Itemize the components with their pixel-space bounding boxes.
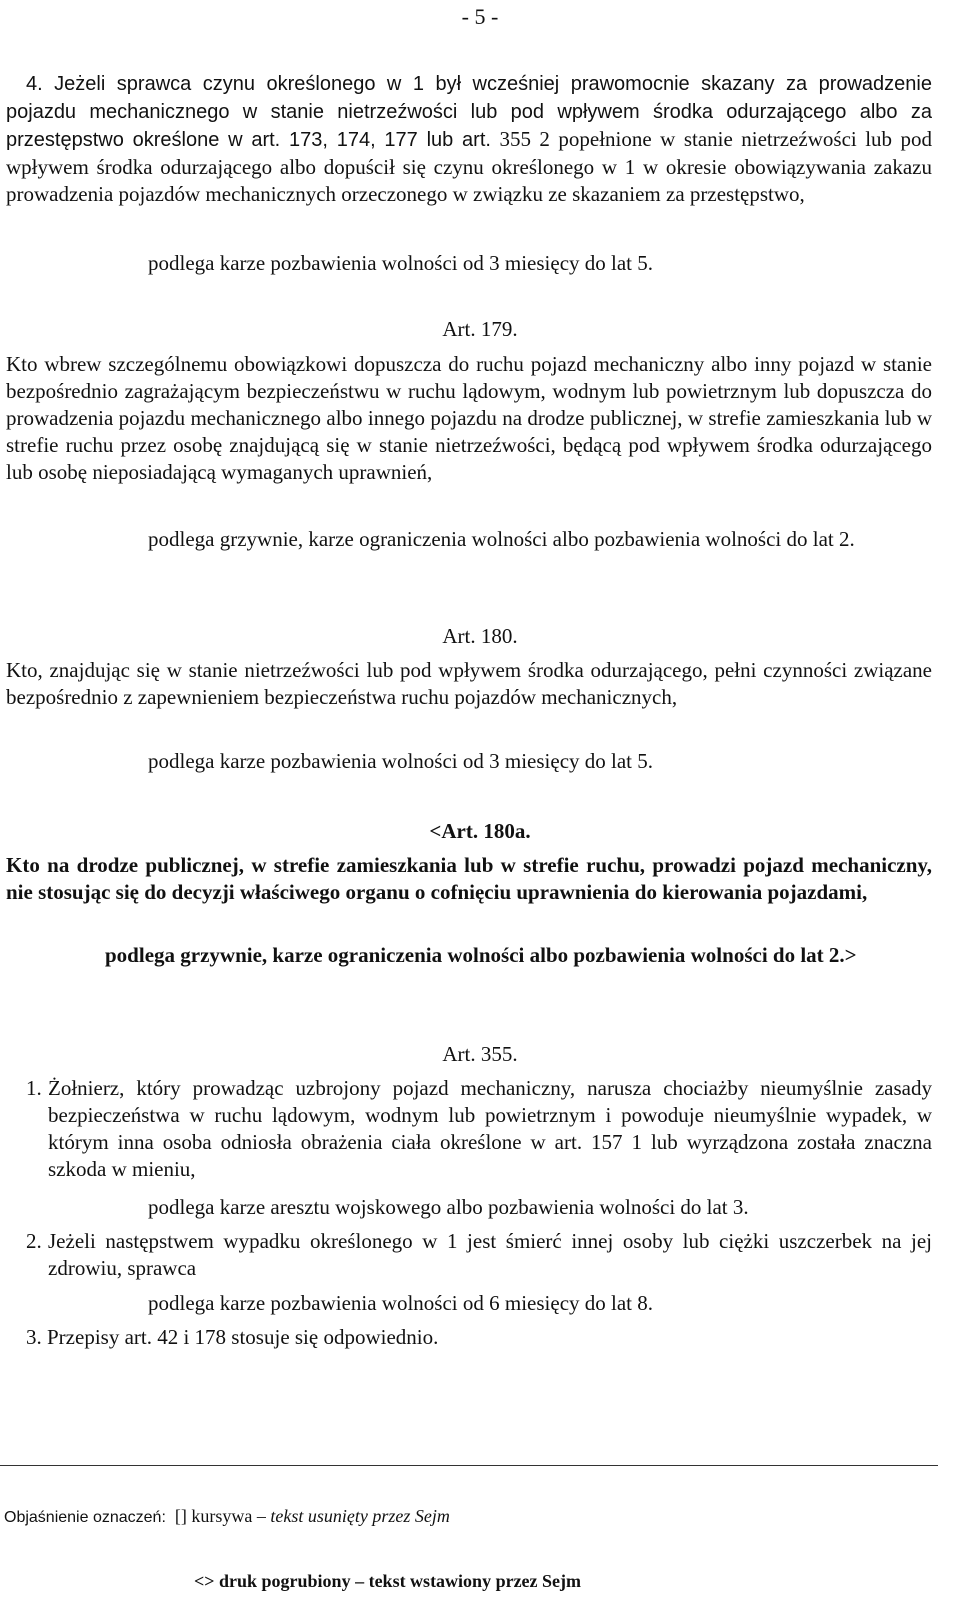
art-179-penalty: podlega grzywnie, karze ograniczenia wolności albo pozbawienia wolności do lat 2.	[148, 527, 855, 551]
art-355-heading: Art. 355.	[442, 1042, 518, 1066]
footnote-italic-meaning: tekst usunięty przez Sejm	[270, 1506, 450, 1526]
paragraph-4-penalty: podlega karze pozbawienia wolności od 3 miesięcy do lat 5.	[148, 251, 654, 275]
art-355-p2-penalty: podlega karze pozbawienia wolności od 6 miesięcy do lat 8.	[148, 1291, 654, 1315]
footnote-line-2: <> druk pogrubiony – tekst wstawiony przez Sejm	[194, 1571, 582, 1591]
art-179-body: Kto wbrew szczególnemu obowiązkowi dopuszcza do ruchu pojazd mechaniczny albo inny pojazd w stanie bezpośrednio zagrażającym bezpieczeństwu w ruchu lądowym, wodnym lub powietrznym lub dopuszcza do prowadzenia pojazdu mechanicznego albo innego pojazdu na drodze publicznej, w strefie zamieszkania lub w strefie ruchu przez osobę znajdującą się w stanie nietrzeźwości, będącą pod wpływem środka odurzającego lub osobę nieposiadającą wymaganych uprawnień,	[6, 352, 932, 484]
art-180a-body: Kto na drodze publicznej, w strefie zamieszkania lub w strefie ruchu, prowadzi pojazd mechaniczny, nie stosując się do decyzji właściwego organu o cofnięciu uprawnienia do kierowania pojazdami,	[6, 853, 932, 904]
art-180-penalty: podlega karze pozbawienia wolności od 3 miesięcy do lat 5.	[148, 749, 654, 773]
paragraph-4-lead: 4. Jeżeli sprawca czynu określonego w 1 był wcześniej prawomocnie skazany za prowadzenie pojazdu mechanicznego w stanie nietrzeźwości lub pod wpływem środka odurzającego albo za przestępstwo określone w art. 173, 174, 177 lub art.	[6, 73, 932, 151]
art-355-p2-num: 2.	[26, 1229, 42, 1253]
paragraph-4-rest: 355 2 popełnione w stanie nietrzeźwości lub pod wpływem środka odurzającego albo dopuścił się czynu określonego w 1 w okresie obowiązywania zakazu prowadzenia pojazdów mechanicznych orzeczonego w związku ze skazaniem za przestępstwo,	[6, 127, 933, 206]
paragraph-4	[6, 70, 932, 208]
page-number: - 5 -	[461, 4, 499, 29]
art-355-p3-num: 3.	[26, 1325, 42, 1349]
art-180-body: Kto, znajdując się w stanie nietrzeźwości lub pod wpływem środka odurzającego, pełni czynności związane bezpośrednio z zapewnieniem bezpieczeństwa ruchu pojazdów mechanicznych,	[6, 658, 932, 709]
art-355-p2-body: Jeżeli następstwem wypadku określonego w 1 jest śmierć innej osoby lub ciężki uszczerbek na jej zdrowiu, sprawca	[48, 1229, 932, 1280]
art-180-heading: Art. 180.	[442, 624, 518, 648]
footnote-italic-marker: [] kursywa –	[174, 1506, 266, 1526]
art-355-p1-body: Żołnierz, który prowadząc uzbrojony pojazd mechaniczny, narusza chociażby nieumyślnie zasady bezpieczeństwa w ruchu lądowym, wodnym lub powietrznym i powoduje nieumyślnie wypadek, w którym inna osoba odniosła obrażenia ciała określone w art. 157 1 lub wyrządzona została znaczna szkoda w mieniu,	[48, 1076, 932, 1181]
footnote-divider	[0, 1465, 938, 1466]
art-180a-heading: <Art. 180a.	[429, 819, 531, 843]
footnote-line-1	[4, 1506, 450, 1527]
art-355-p2-number	[6, 1228, 46, 1255]
art-355-p1-num: 1.	[26, 1076, 42, 1100]
footnote-label: Objaśnienie oznaczeń:	[4, 1509, 166, 1526]
art-355-p1-number	[6, 1075, 46, 1102]
art-355-p1-penalty: podlega karze aresztu wojskowego albo pozbawienia wolności do lat 3.	[148, 1195, 749, 1219]
art-355-p3-body: Przepisy art. 42 i 178 stosuje się odpowiednio.	[47, 1325, 439, 1349]
art-355-p3	[6, 1324, 932, 1351]
art-180a-penalty: podlega grzywnie, karze ograniczenia wolności albo pozbawienia wolności do lat 2.>	[105, 943, 857, 967]
art-179-heading: Art. 179.	[442, 317, 518, 341]
